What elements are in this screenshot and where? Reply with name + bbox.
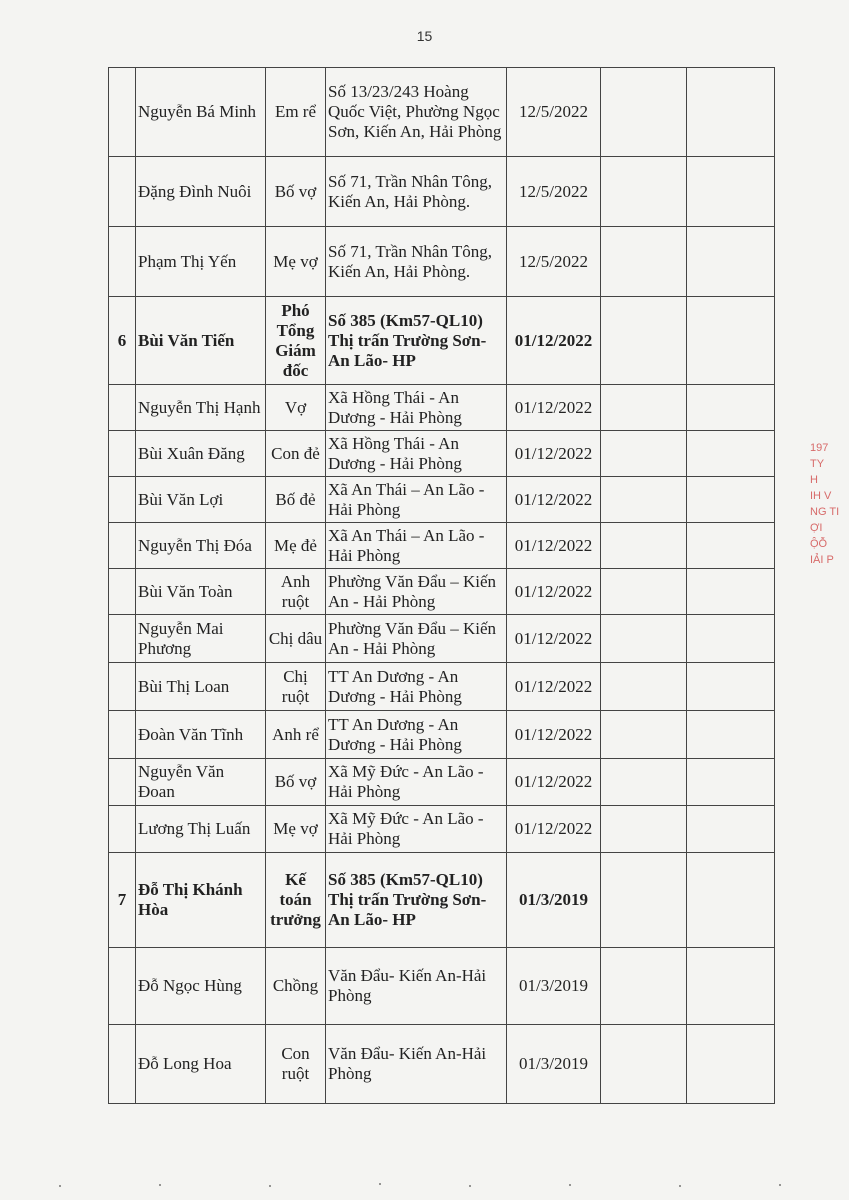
stamp-text: 197: [810, 442, 829, 454]
table-row-relative: [109, 1025, 775, 1104]
name-cell: Bùi Xuân Đăng: [136, 431, 266, 477]
name-cell: Đặng Đình Nuôi: [136, 157, 266, 227]
blank-cell: [601, 759, 687, 806]
relation-cell: Mẹ vợ: [266, 806, 326, 853]
blank-cell: [601, 68, 687, 157]
blank-cell: [601, 853, 687, 948]
address-cell: Xã Mỹ Đức - An Lão - Hải Phòng: [326, 759, 507, 806]
address-cell: Xã Hồng Thái - An Dương - Hải Phòng: [326, 385, 507, 431]
stamp-text: IẢI P: [810, 554, 834, 566]
name-cell: Đoàn Văn Tĩnh: [136, 711, 266, 759]
blank-cell: [601, 227, 687, 297]
blank-cell: [687, 1025, 775, 1104]
date-cell: 01/3/2019: [507, 948, 601, 1025]
blank-cell: [601, 569, 687, 615]
scan-dots: [0, 1180, 849, 1192]
name-cell: Nguyễn Bá Minh: [136, 68, 266, 157]
blank-cell: [601, 297, 687, 385]
blank-cell: [687, 569, 775, 615]
relation-cell: Chồng: [266, 948, 326, 1025]
relation-cell: Phó Tổng Giám đốc: [266, 297, 326, 385]
date-cell: 01/12/2022: [507, 385, 601, 431]
row-number-cell: [109, 663, 136, 711]
relation-cell: Kế toán trưởng: [266, 853, 326, 948]
date-cell: 01/12/2022: [507, 569, 601, 615]
blank-cell: [687, 68, 775, 157]
row-number-cell: [109, 523, 136, 569]
blank-cell: [687, 806, 775, 853]
row-number-cell: 7: [109, 853, 136, 948]
table-row-relative: [109, 68, 775, 157]
blank-cell: [687, 711, 775, 759]
row-number-cell: [109, 711, 136, 759]
address-cell: TT An Dương - An Dương - Hải Phòng: [326, 711, 507, 759]
row-number-cell: [109, 615, 136, 663]
date-cell: 01/12/2022: [507, 431, 601, 477]
blank-cell: [601, 663, 687, 711]
row-number-cell: [109, 477, 136, 523]
table-row-relative: [109, 523, 775, 569]
stamp-text: ỘỖ: [810, 538, 828, 550]
red-stamp: [810, 440, 849, 590]
address-cell: TT An Dương - An Dương - Hải Phòng: [326, 663, 507, 711]
relation-cell: Mẹ vợ: [266, 227, 326, 297]
row-number-cell: [109, 157, 136, 227]
table-row-relative: [109, 615, 775, 663]
name-cell: Bùi Thị Loan: [136, 663, 266, 711]
page-number: 15: [416, 28, 433, 44]
blank-cell: [687, 157, 775, 227]
blank-cell: [601, 615, 687, 663]
blank-cell: [601, 385, 687, 431]
relation-cell: Chị ruột: [266, 663, 326, 711]
table-row-relative: [109, 569, 775, 615]
address-cell: Xã Hồng Thái - An Dương - Hải Phòng: [326, 431, 507, 477]
row-number-cell: [109, 948, 136, 1025]
name-cell: Đỗ Long Hoa: [136, 1025, 266, 1104]
blank-cell: [687, 523, 775, 569]
stamp-text: NG TI: [810, 506, 840, 518]
table-row-relative: [109, 711, 775, 759]
stamp-text: IH V: [810, 490, 832, 502]
address-cell: Văn Đẩu- Kiến An-Hải Phòng: [326, 1025, 507, 1104]
date-cell: 01/3/2019: [507, 1025, 601, 1104]
row-number-cell: [109, 759, 136, 806]
name-cell: Đỗ Ngọc Hùng: [136, 948, 266, 1025]
address-cell: Văn Đẩu- Kiến An-Hải Phòng: [326, 948, 507, 1025]
date-cell: 01/12/2022: [507, 663, 601, 711]
row-number-cell: [109, 227, 136, 297]
date-cell: 12/5/2022: [507, 227, 601, 297]
date-cell: 12/5/2022: [507, 68, 601, 157]
relation-cell: Con ruột: [266, 1025, 326, 1104]
stamp-text: TY: [810, 458, 825, 470]
address-cell: Xã An Thái – An Lão - Hải Phòng: [326, 477, 507, 523]
relation-cell: Bố vợ: [266, 759, 326, 806]
row-number-cell: [109, 806, 136, 853]
name-cell: Đỗ Thị Khánh Hòa: [136, 853, 266, 948]
blank-cell: [687, 385, 775, 431]
table-row-relative: [109, 157, 775, 227]
address-cell: Phường Văn Đẩu – Kiến An - Hải Phòng: [326, 569, 507, 615]
table-row-relative: [109, 806, 775, 853]
blank-cell: [687, 477, 775, 523]
name-cell: Bùi Văn Lợi: [136, 477, 266, 523]
blank-cell: [601, 1025, 687, 1104]
blank-cell: [687, 615, 775, 663]
table-row-relative: [109, 759, 775, 806]
blank-cell: [601, 157, 687, 227]
blank-cell: [687, 663, 775, 711]
table-row-person: [109, 853, 775, 948]
address-cell: Số 71, Trần Nhân Tông, Kiến An, Hải Phòng.: [326, 157, 507, 227]
relation-cell: Em rể: [266, 68, 326, 157]
table-row-relative: [109, 477, 775, 523]
blank-cell: [687, 431, 775, 477]
relation-cell: Con đẻ: [266, 431, 326, 477]
address-cell: Xã An Thái – An Lão - Hải Phòng: [326, 523, 507, 569]
row-number-cell: 6: [109, 297, 136, 385]
date-cell: 01/12/2022: [507, 477, 601, 523]
date-cell: 01/12/2022: [507, 711, 601, 759]
relation-cell: Mẹ đẻ: [266, 523, 326, 569]
relation-cell: Vợ: [266, 385, 326, 431]
relation-cell: Chị dâu: [266, 615, 326, 663]
address-cell: Xã Mỹ Đức - An Lão - Hải Phòng: [326, 806, 507, 853]
date-cell: 01/12/2022: [507, 759, 601, 806]
stamp-text: H: [810, 474, 818, 486]
table-row-relative: [109, 385, 775, 431]
relation-cell: Bố đẻ: [266, 477, 326, 523]
blank-cell: [687, 759, 775, 806]
address-cell: Phường Văn Đẩu – Kiến An - Hải Phòng: [326, 615, 507, 663]
relation-cell: Anh rể: [266, 711, 326, 759]
blank-cell: [601, 806, 687, 853]
relation-cell: Anh ruột: [266, 569, 326, 615]
blank-cell: [687, 948, 775, 1025]
address-cell: Số 13/23/243 Hoàng Quốc Việt, Phường Ngọc Sơn, Kiến An, Hải Phòng: [326, 68, 507, 157]
blank-cell: [601, 431, 687, 477]
blank-cell: [687, 297, 775, 385]
row-number-cell: [109, 68, 136, 157]
relation-cell: Bố vợ: [266, 157, 326, 227]
name-cell: Nguyễn Thị Hạnh: [136, 385, 266, 431]
date-cell: 12/5/2022: [507, 157, 601, 227]
name-cell: Nguyễn Mai Phương: [136, 615, 266, 663]
row-number-cell: [109, 569, 136, 615]
name-cell: Phạm Thị Yến: [136, 227, 266, 297]
name-cell: Nguyễn Văn Đoan: [136, 759, 266, 806]
table-row-relative: [109, 227, 775, 297]
table-row-relative: [109, 948, 775, 1025]
blank-cell: [687, 227, 775, 297]
date-cell: 01/12/2022: [507, 523, 601, 569]
blank-cell: [601, 477, 687, 523]
name-cell: Lương Thị Luấn: [136, 806, 266, 853]
blank-cell: [601, 948, 687, 1025]
date-cell: 01/3/2019: [507, 853, 601, 948]
blank-cell: [601, 523, 687, 569]
blank-cell: [687, 853, 775, 948]
table-row-relative: [109, 431, 775, 477]
stamp-text: ỢI: [810, 522, 823, 534]
table-row-relative: [109, 663, 775, 711]
name-cell: Bùi Văn Tiến: [136, 297, 266, 385]
name-cell: Nguyễn Thị Đóa: [136, 523, 266, 569]
date-cell: 01/12/2022: [507, 297, 601, 385]
address-cell: Số 71, Trần Nhân Tông, Kiến An, Hải Phòng.: [326, 227, 507, 297]
name-cell: Bùi Văn Toàn: [136, 569, 266, 615]
address-cell: Số 385 (Km57-QL10) Thị trấn Trường Sơn- An Lão- HP: [326, 853, 507, 948]
date-cell: 01/12/2022: [507, 806, 601, 853]
blank-cell: [601, 711, 687, 759]
row-number-cell: [109, 1025, 136, 1104]
date-cell: 01/12/2022: [507, 615, 601, 663]
table-row-person: [109, 297, 775, 385]
row-number-cell: [109, 431, 136, 477]
address-cell: Số 385 (Km57-QL10) Thị trấn Trường Sơn- An Lão- HP: [326, 297, 507, 385]
row-number-cell: [109, 385, 136, 431]
relatives-table: [108, 67, 775, 1104]
